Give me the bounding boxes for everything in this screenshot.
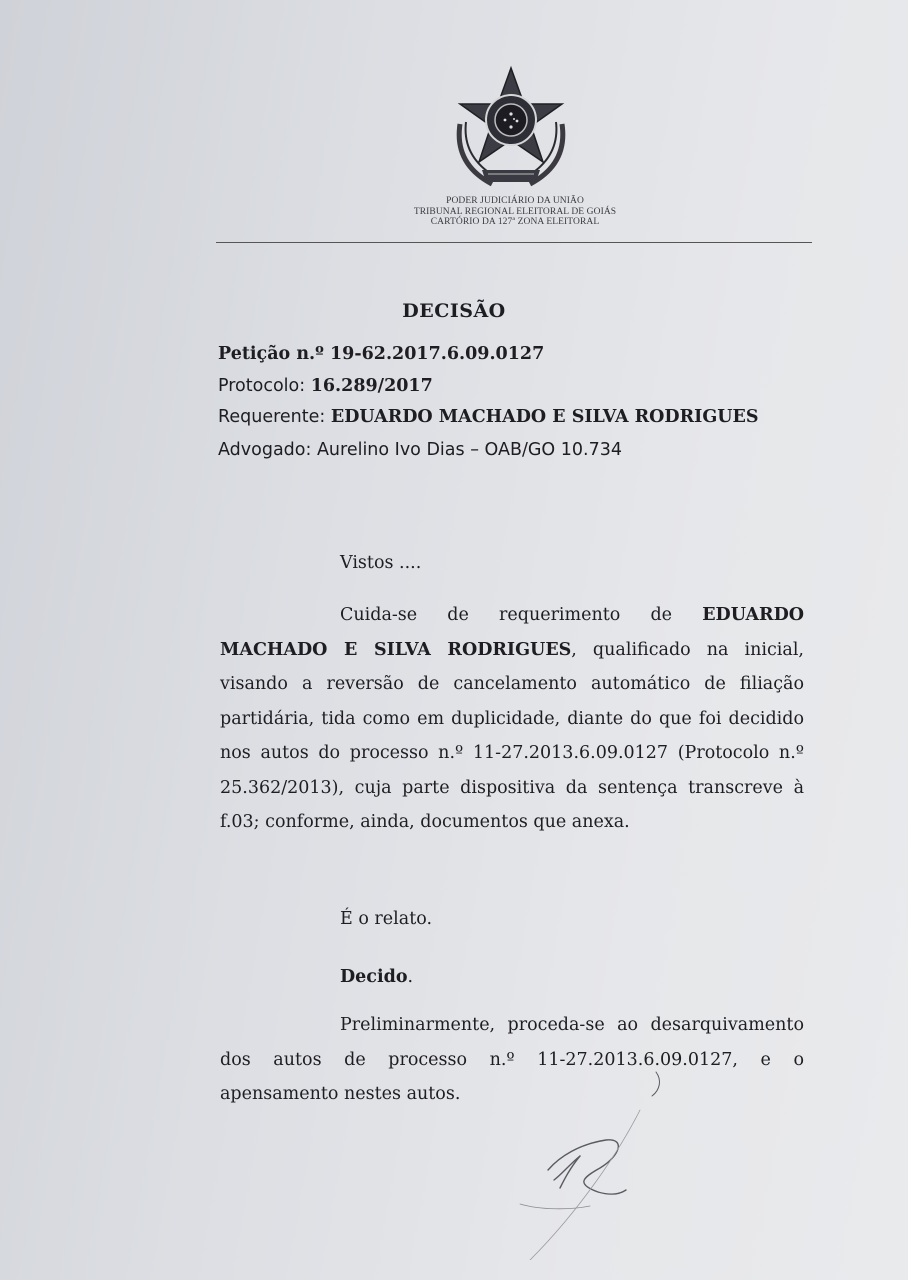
header-divider xyxy=(216,242,812,243)
protocol-label: Protocolo: xyxy=(218,376,306,396)
header-line-1: PODER JUDICIÁRIO DA UNIÃO xyxy=(446,196,584,206)
header-line-3: CARTÓRIO DA 127ª ZONA ELEITORAL xyxy=(430,217,600,227)
header-line-2: TRIBUNAL REGIONAL ELEITORAL DE GOIÁS xyxy=(413,206,617,217)
applicant-name-inline: EDUARDO MACHADO E SILVA RODRIGUES xyxy=(220,605,804,660)
protocol-value: 16.289/2017 xyxy=(310,376,433,396)
applicant-value: EDUARDO MACHADO E SILVA RODRIGUES xyxy=(330,407,759,427)
document-title: DECISÃO xyxy=(402,300,506,322)
handwritten-initials-signature xyxy=(430,1060,690,1260)
facts-paragraph xyxy=(220,598,804,840)
coat-of-arms-brazil-icon xyxy=(452,64,570,196)
preliminary-paragraph: Preliminarmente, proceda-se ao desarquivamento dos autos de processo n.º 11-27.2013.6.09.0127, e o apensamento nestes autos. xyxy=(220,1015,804,1104)
lawyer-line: Advogado: Aurelino Ivo Dias – OAB/GO 10.734 xyxy=(218,440,622,460)
decision-heading-text: Decido xyxy=(340,967,408,987)
facts-lead: Cuida-se de requerimento de xyxy=(340,605,673,625)
relato-paragraph: É o relato. xyxy=(340,909,433,929)
decision-heading xyxy=(220,960,804,995)
applicant-line xyxy=(218,407,759,427)
decision-heading-punct: . xyxy=(407,967,414,987)
vistos-paragraph: Vistos .... xyxy=(340,553,422,573)
facts-body: , qualificado na inicial, visando a reversão de cancelamento automático de filiação partidária, tida como em duplicidade, diante do que foi decidido nos autos do processo n.º 11-27.2013.6.09.0127 (Protocolo n.º 25.362/2013), cuja parte dispositiva da sentença transcreve à f.03; conforme, ainda, documentos que anexa. xyxy=(220,639,804,832)
protocol-line xyxy=(218,376,433,396)
institution-header xyxy=(380,196,650,228)
petition-number: Petição n.º 19-62.2017.6.09.0127 xyxy=(218,344,545,364)
applicant-label: Requerente: xyxy=(218,407,326,427)
